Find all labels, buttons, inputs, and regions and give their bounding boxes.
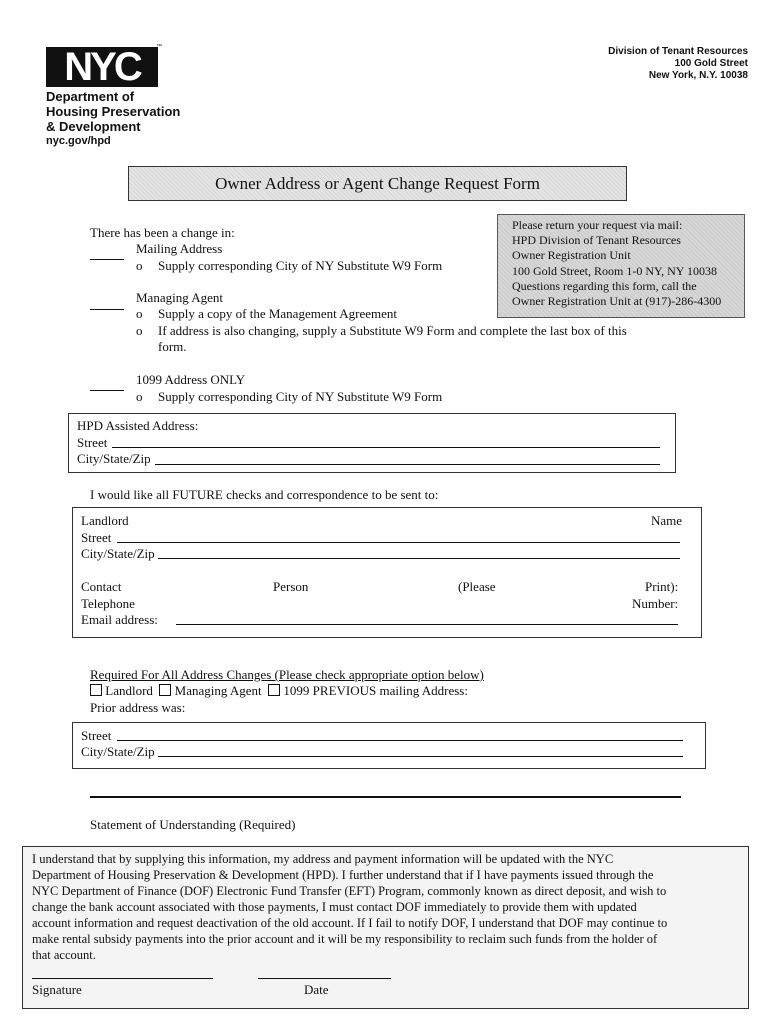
statement-line-2: Department of Housing Preservation & Development (HPD). I further understand that if I have payments issued through the [32,868,654,882]
hpd-street-label: Street [77,435,108,450]
future-intro: I would like all FUTURE checks and correspondence to be sent to: [90,487,439,502]
form-title: Owner Address or Agent Change Request Form [128,166,627,201]
address-1099-blank[interactable] [90,380,124,391]
statement-box [22,846,749,1009]
print-label: Print): [645,579,679,594]
future-address-box [72,507,702,638]
mailing-address-label: Mailing Address [136,241,223,256]
website: nyc.gov/hpd [46,135,111,147]
mailing-address-blank[interactable] [90,249,124,260]
future-street-field[interactable] [117,542,680,543]
statement-heading: Statement of Understanding (Required) [90,817,296,832]
landlord-option-label: Landlord [105,683,153,698]
statement-line-4: change the bank account associated with those payments, I must contact DOF immediately to provide them with updated [32,900,637,914]
email-field[interactable] [176,624,678,625]
statement-line-6: make rental subsidy payments into the prior account and it will be my responsibility to reclaim such funds from the holder of [32,932,658,946]
agent-note-1: Supply a copy of the Management Agreement [158,306,397,321]
number-label: Number: [632,596,679,611]
mail-line-5: Questions regarding this form, call the [512,278,697,293]
date-field[interactable] [258,978,391,979]
hpd-city-field[interactable] [155,464,660,465]
telephone-label: Telephone [81,596,135,611]
mail-instructions-box [497,214,745,318]
previous-1099-checkbox[interactable] [268,684,280,696]
hpd-city-label: City/State/Zip [77,451,151,466]
office-address-line-3: New York, N.Y. 10038 [648,70,748,81]
dept-line-1: Department of [46,89,135,104]
bullet: o [136,258,143,273]
future-city-field[interactable] [158,558,680,559]
office-address [608,46,748,82]
required-heading: Required For All Address Changes (Please check appropriate option below) [90,667,484,682]
prior-street-field[interactable] [117,740,683,741]
person-label: Person [273,579,309,594]
signature-field[interactable] [32,978,213,979]
dept-line-3: & Development [46,119,141,134]
previous-1099-option-label: 1099 PREVIOUS mailing Address: [283,683,468,698]
mail-line-2: HPD Division of Tenant Resources [512,233,681,248]
nyc-logo: NYC [46,47,158,87]
contact-label: Contact [81,579,122,594]
statement-line-5: account information and request deactivation of the old account. If I fail to notify DOF, I understand that DOF may continue to [32,916,668,930]
future-city-label: City/State/Zip [81,546,155,561]
mail-line-1: Please return your request via mail: [512,218,683,232]
name-label: Name [651,513,683,528]
managing-agent-label: Managing Agent [136,290,224,305]
prior-city-field[interactable] [158,756,683,757]
hpd-street-field[interactable] [112,447,660,448]
managing-agent-option-label: Managing Agent [174,683,262,698]
address-1099-note: Supply corresponding City of NY Substitute W9 Form [158,389,443,404]
office-address-line-2: 100 Gold Street [674,58,748,69]
bullet: o [136,306,143,321]
office-address-line-1: Division of Tenant Resources [608,46,748,57]
statement-line-3: NYC Department of Finance (DOF) Electronic Fund Transfer (EFT) Program, commonly known as direct deposit, and wish to [32,884,667,898]
mailing-address-note: Supply corresponding City of NY Substitute W9 Form [158,258,443,273]
signature-label: Signature [32,982,82,997]
mail-line-4: 100 Gold Street, Room 1-0 NY, NY 10038 [512,263,717,278]
change-intro: There has been a change in: [90,225,235,240]
agent-note-2: If address is also changing, supply a Substitute W9 Form and complete the last box of this [158,323,627,338]
dept-line-2: Housing Preservation [46,104,181,119]
prior-address-box [72,722,706,769]
section-divider [90,796,681,798]
hpd-address-title: HPD Assisted Address: [77,418,199,433]
address-1099-label: 1099 Address ONLY [136,372,246,387]
mail-line-6: Owner Registration Unit at (917)-286-4300 [512,294,722,309]
mail-line-3: Owner Registration Unit [512,248,631,263]
prior-address-label: Prior address was: [90,700,186,715]
landlord-checkbox[interactable] [90,684,102,696]
statement-line-1: I understand that by supplying this information, my address and payment information will be updated with the NYC [32,852,614,866]
agent-note-2-cont: form. [158,339,187,354]
prior-street-label: Street [81,728,112,743]
statement-line-7: that account. [32,948,96,962]
department-name [46,89,180,149]
trademark-mark: ™ [156,44,162,50]
date-label: Date [304,982,329,997]
landlord-label: Landlord [81,513,129,528]
future-street-label: Street [81,530,112,545]
option-row [90,683,468,699]
managing-agent-blank[interactable] [90,299,124,310]
bullet: o [136,389,143,404]
managing-agent-checkbox[interactable] [159,684,171,696]
bullet: o [136,323,143,338]
email-label: Email address: [81,612,158,627]
please-label: (Please [458,579,496,594]
prior-city-label: City/State/Zip [81,744,155,759]
